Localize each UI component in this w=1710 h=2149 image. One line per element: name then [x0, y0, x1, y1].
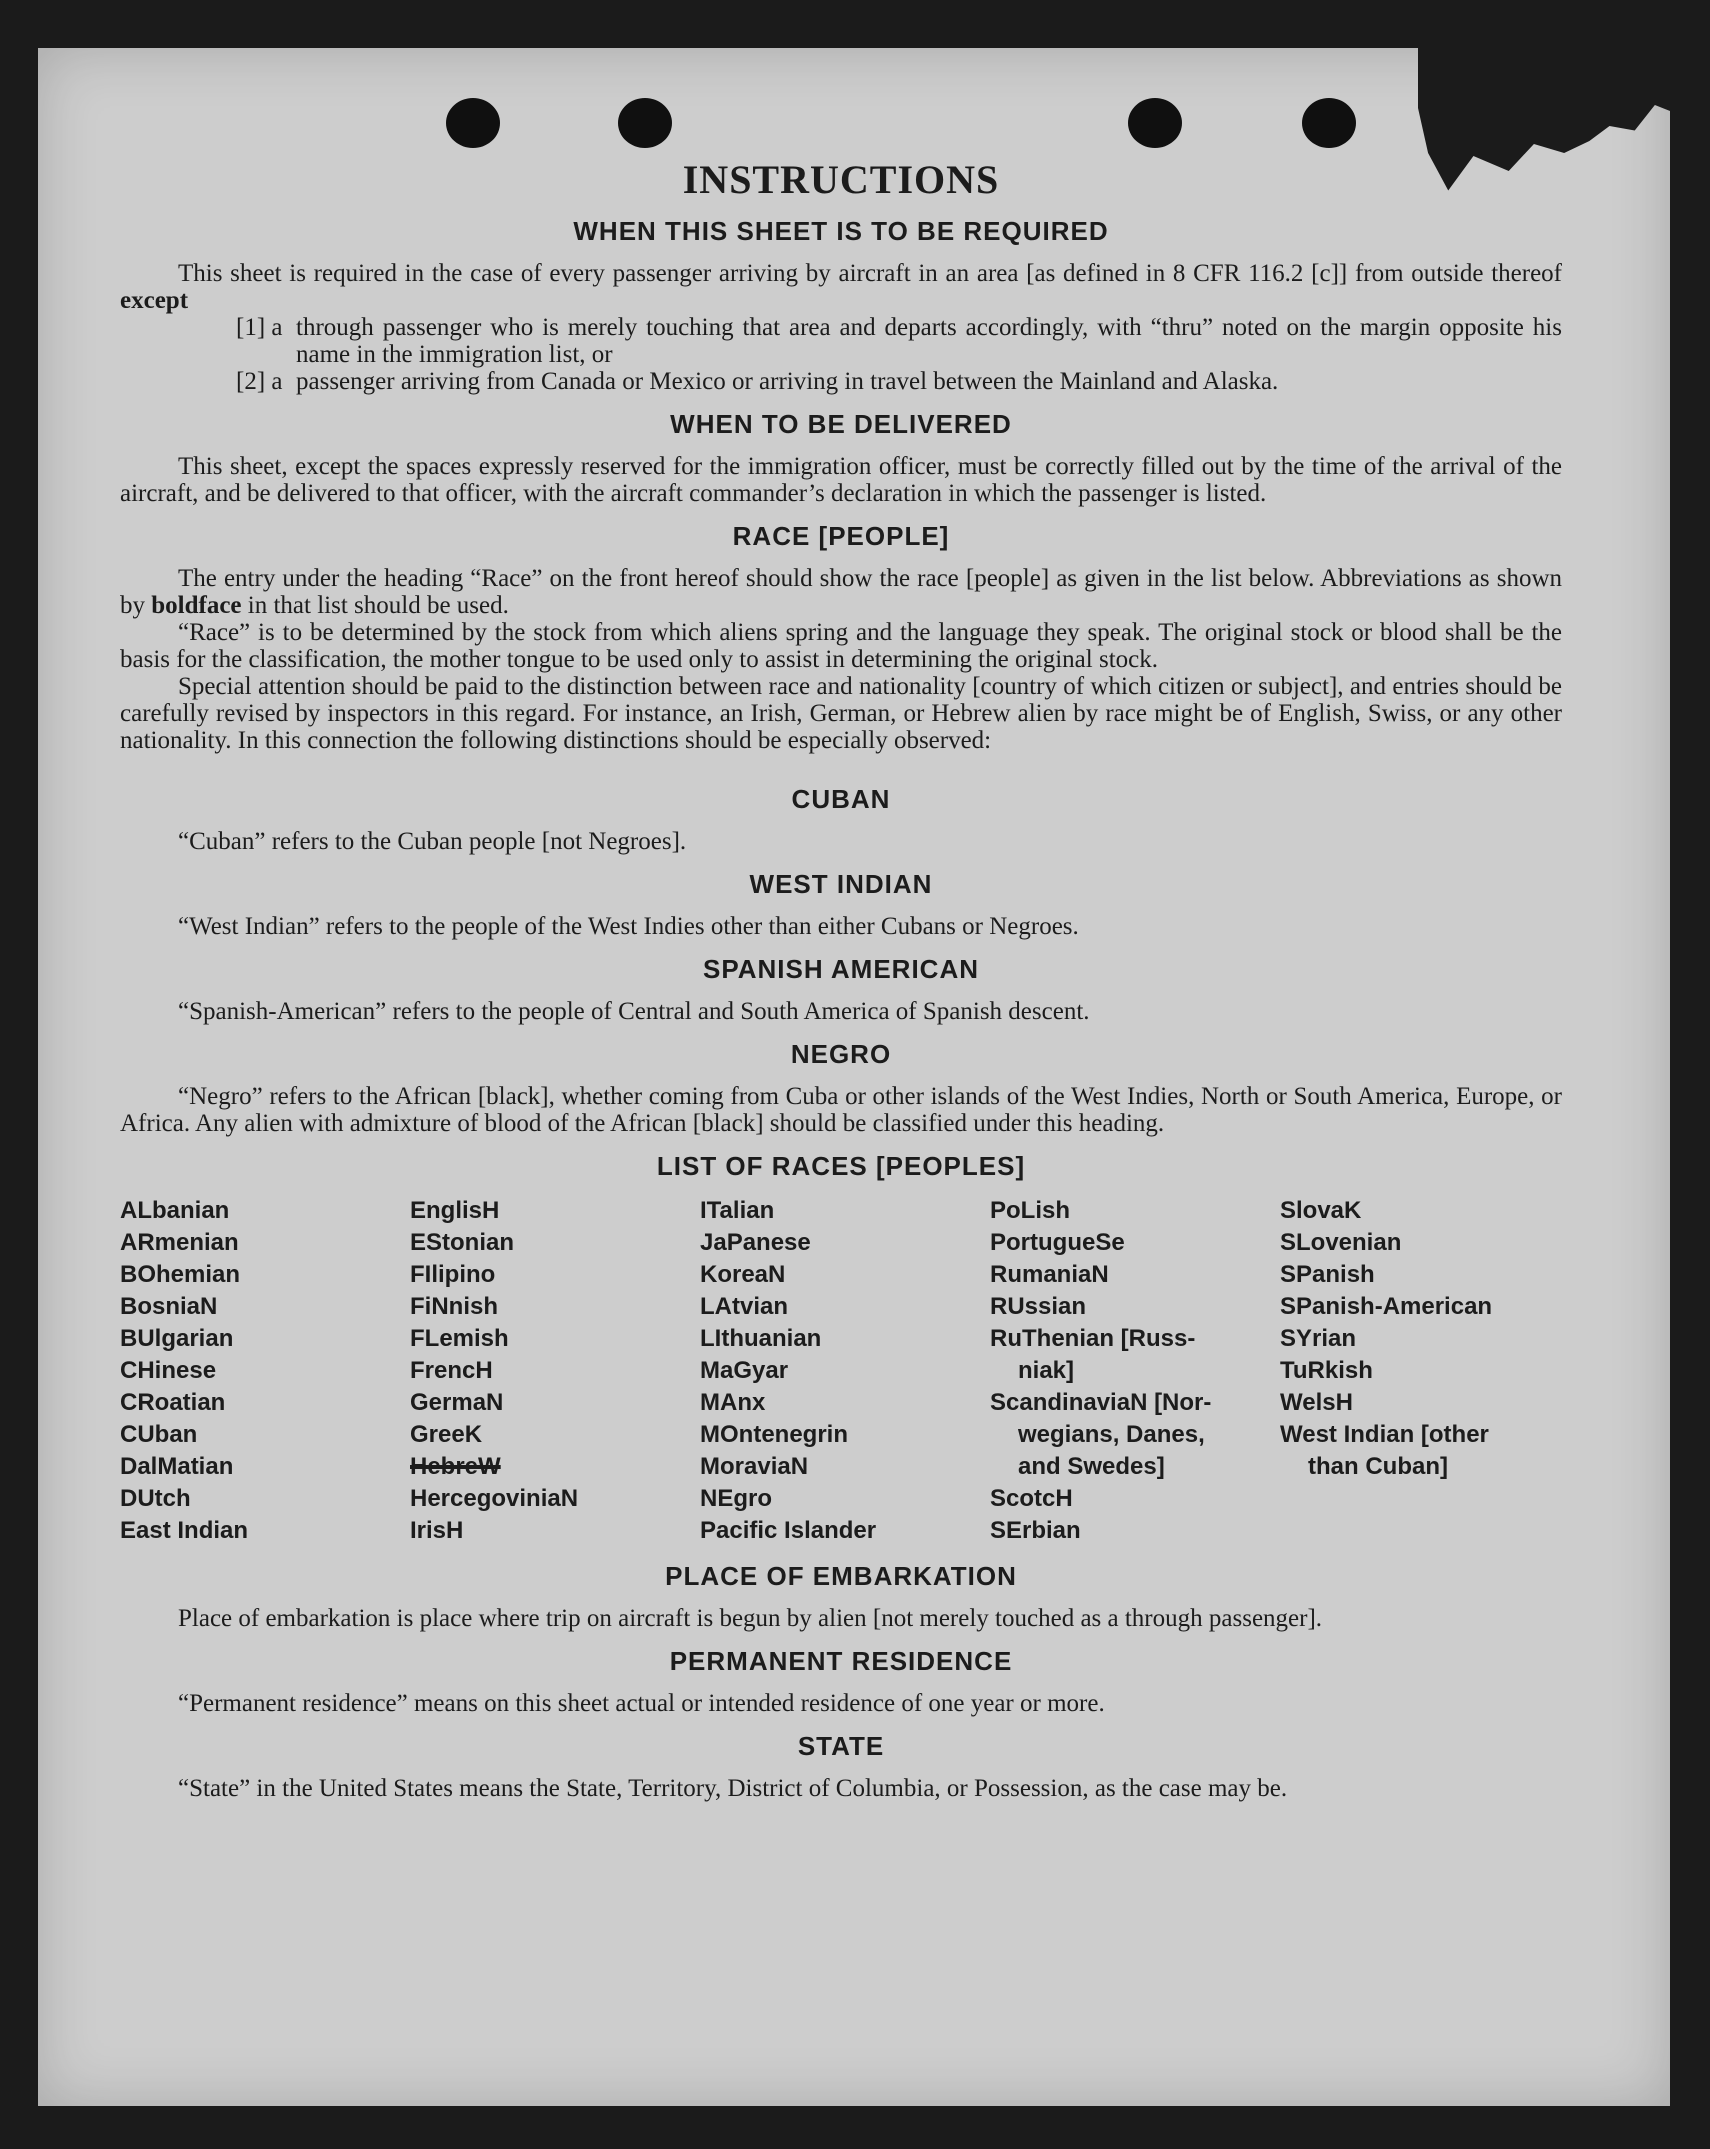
race-entry: KoreaN — [700, 1261, 786, 1288]
race-entry: CHinese — [120, 1357, 217, 1384]
cuban-text: “Cuban” refers to the Cuban people [not Negroes]. — [178, 828, 687, 855]
punch-hole — [446, 98, 500, 148]
race-entry: FLemish — [410, 1325, 509, 1352]
races-list — [120, 1195, 1562, 1547]
race-entry: RUssian — [990, 1293, 1087, 1320]
race-entry: West Indian [other — [1280, 1421, 1489, 1448]
race-entry: ALbanian — [120, 1197, 230, 1224]
section-heading-state: STATE — [797, 1731, 885, 1761]
spanish-american-text: “Spanish-American” refers to the people of Central and South America of Spanish descent. — [178, 998, 1090, 1025]
race-entry: WelsH — [1280, 1389, 1353, 1416]
race-entry: FiNnish — [410, 1293, 498, 1320]
race-entry: PoLish — [990, 1197, 1071, 1224]
delivered-text: This sheet, except the spaces expressly reserved for the immigration officer, must be correctly filled out by the time of the arrival of the aircraft, and be delivered to that officer, with the aircraft commander’s declaration in which the passenger is listed. — [120, 453, 1562, 507]
race-entry-continued: and Swedes] — [1018, 1453, 1165, 1480]
race-entry: JaPanese — [700, 1229, 811, 1256]
race-entry: LAtvian — [700, 1293, 789, 1320]
race-paragraph-3: Special attention should be paid to the distinction between race and nationality [country of which citizen or subject], and entries should be carefully revised by inspectors in this regard. For instance, an Irish, German, or Hebrew alien by race might be of English, Swiss, or any other nationality. In this connection the following distinctions should be especially observed: — [120, 673, 1562, 754]
negro-text: “Negro” refers to the African [black], whether coming from Cuba or other islands of the West Indies, North or South America, Europe, or Africa. Any alien with admixture of blood of the African [black] should be classified under this heading. — [120, 1083, 1562, 1137]
race-entry: MAnx — [700, 1389, 766, 1416]
exception-item: [2] a passenger arriving from Canada or Mexico or arriving in travel between the Mainland and Alaska. — [236, 368, 1279, 395]
race-paragraph-1: The entry under the heading “Race” on the front hereof should show the race [people] as given in the list below. Abbreviations as shown by boldface in that list should be used. — [120, 565, 1562, 619]
race-entry: SLovenian — [1280, 1229, 1402, 1256]
race-entry: IrisH — [410, 1517, 464, 1544]
race-entry: RuThenian [Russ- — [990, 1325, 1196, 1352]
race-entry: LIthuanian — [700, 1325, 822, 1352]
race-entry: EStonian — [410, 1229, 515, 1256]
section-heading-cuban: CUBAN — [791, 784, 891, 814]
race-entry: RumaniaN — [990, 1261, 1109, 1288]
race-entry-struck: HebreW — [410, 1453, 501, 1480]
section-heading-west-indian: WEST INDIAN — [749, 869, 933, 899]
race-entry: CRoatian — [120, 1389, 226, 1416]
race-entry: MoraviaN — [700, 1453, 809, 1480]
race-entry: FIlipino — [410, 1261, 496, 1288]
race-entry: NEgro — [700, 1485, 772, 1512]
race-entry: BUlgarian — [120, 1325, 234, 1352]
races-column-5 — [1280, 1195, 1562, 1547]
race-entry: SYrian — [1280, 1325, 1357, 1352]
race-entry: MOntenegrin — [700, 1421, 848, 1448]
race-entry-continued: niak] — [1018, 1357, 1075, 1384]
race-entry-continued: than Cuban] — [1308, 1453, 1448, 1480]
races-column-3 — [700, 1195, 990, 1547]
embarkation-text: Place of embarkation is place where trip on aircraft is begun by alien [not merely touched as a through passenger]. — [178, 1605, 1323, 1632]
race-entry: FrencH — [410, 1357, 493, 1384]
race-entry: ARmenian — [120, 1229, 239, 1256]
punch-hole — [618, 98, 672, 148]
race-entry: HercegoviniaN — [410, 1485, 579, 1512]
race-entry: ScandinaviaN [Nor- — [990, 1389, 1212, 1416]
race-entry: GreeK — [410, 1421, 483, 1448]
races-column-1 — [120, 1195, 410, 1547]
state-text: “State” in the United States means the State, Territory, District of Columbia, or Possession, as the case may be. — [178, 1775, 1288, 1802]
race-entry: GermaN — [410, 1389, 504, 1416]
except-keyword: except — [120, 287, 189, 314]
exception-item: [1] a through passenger who is merely touching that area and departs accordingly, with “thru” noted on the margin opposite his name in the immigration list, or — [236, 314, 1562, 368]
race-entry: East Indian — [120, 1517, 249, 1544]
races-column-4 — [990, 1195, 1280, 1547]
race-entry: DalMatian — [120, 1453, 234, 1480]
section-heading-spanish-american: SPANISH AMERICAN — [702, 954, 979, 984]
race-entry: BosniaN — [120, 1293, 218, 1320]
race-entry: CUban — [120, 1421, 198, 1448]
punch-hole — [1128, 98, 1182, 148]
race-entry: Pacific Islander — [700, 1517, 877, 1544]
race-entry: SPanish-American — [1280, 1293, 1493, 1320]
section-heading-residence: PERMANENT RESIDENCE — [669, 1646, 1013, 1676]
race-entry: ScotcH — [990, 1485, 1073, 1512]
race-entry: EnglisH — [410, 1197, 500, 1224]
race-entry: BOhemian — [120, 1261, 241, 1288]
document-sheet — [38, 48, 1670, 2106]
race-paragraph-2: “Race” is to be determined by the stock from which aliens spring and the language they speak. The original stock or blood shall be the basis for the classification, the mother tongue to be used only to assist in determining the original stock. — [120, 619, 1562, 673]
instructions-body — [120, 158, 1562, 1802]
race-entry: SErbian — [990, 1517, 1081, 1544]
race-entry: PortugueSe — [990, 1229, 1125, 1256]
race-entry: ITalian — [700, 1197, 775, 1224]
section-heading-delivered: WHEN TO BE DELIVERED — [670, 409, 1012, 439]
page-title: INSTRUCTIONS — [682, 157, 1000, 202]
section-heading-embarkation: PLACE OF EMBARKATION — [665, 1561, 1017, 1591]
section-heading-negro: NEGRO — [790, 1039, 892, 1069]
race-entry-continued: wegians, Danes, — [1018, 1421, 1205, 1448]
race-entry: SlovaK — [1280, 1197, 1362, 1224]
races-column-2 — [410, 1195, 700, 1547]
punch-hole — [1302, 98, 1356, 148]
residence-text: “Permanent residence” means on this sheet actual or intended residence of one year or more. — [178, 1690, 1105, 1717]
section-heading-race: RACE [PEOPLE] — [732, 521, 950, 551]
section-heading-list-of-races: LIST OF RACES [PEOPLES] — [656, 1151, 1026, 1181]
race-entry: DUtch — [120, 1485, 191, 1512]
race-entry: SPanish — [1280, 1261, 1375, 1288]
race-entry: MaGyar — [700, 1357, 789, 1384]
race-entry: TuRkish — [1280, 1357, 1373, 1384]
section-heading-required: WHEN THIS SHEET IS TO BE REQUIRED — [573, 216, 1109, 246]
west-indian-text: “West Indian” refers to the people of the West Indies other than either Cubans or Negroes. — [178, 913, 1079, 940]
required-intro: This sheet is required in the case of every passenger arriving by aircraft in an area [as defined in 8 CFR 116.2 [c]] from outside thereof except — [120, 260, 1562, 314]
